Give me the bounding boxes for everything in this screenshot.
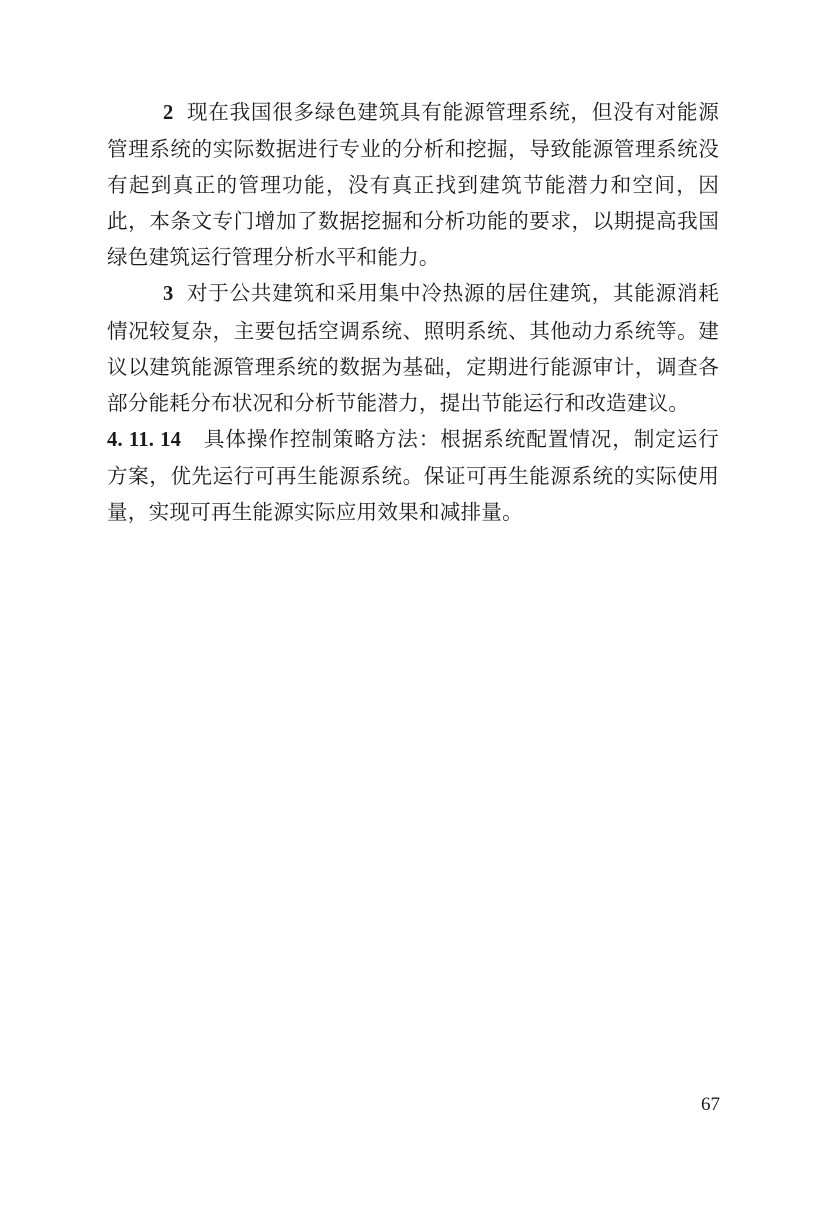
paragraph-item-3 <box>107 275 719 420</box>
paragraph-text: 现在我国很多绿色建筑具有能源管理系统，但没有对能源管理系统的实际数据进行专业的分析和挖掘，导致能源管理系统没有起到真正的管理功能，没有真正找到建筑节能潜力和空间，因此，本条文专门增加了数据挖掘和分析功能的要求，以期提高我国绿色建筑运行管理分析水平和能力。 <box>107 100 719 270</box>
paragraph-text: 对于公共建筑和采用集中冷热源的居住建筑，其能源消耗情况较复杂，主要包括空调系统、照明系统、其他动力系统等。建议以建筑能源管理系统的数据为基础，定期进行能源审计，调查各部分能耗分布状况和分析节能潜力，提出节能运行和改造建议。 <box>107 281 719 415</box>
page-number: 67 <box>701 1094 720 1115</box>
document-body <box>107 94 719 530</box>
clause-4-11-14 <box>107 421 719 530</box>
item-number: 3 <box>163 283 174 306</box>
item-number: 2 <box>163 102 174 124</box>
clause-text: 具体操作控制策略方法：根据系统配置情况，制定运行方案，优先运行可再生能源系统。保证可再生能源系统的实际使用量，实现可再生能源实际应用效果和减排量。 <box>107 426 719 525</box>
paragraph-item-2 <box>107 94 719 275</box>
clause-number: 4. 11. 14 <box>107 428 182 451</box>
